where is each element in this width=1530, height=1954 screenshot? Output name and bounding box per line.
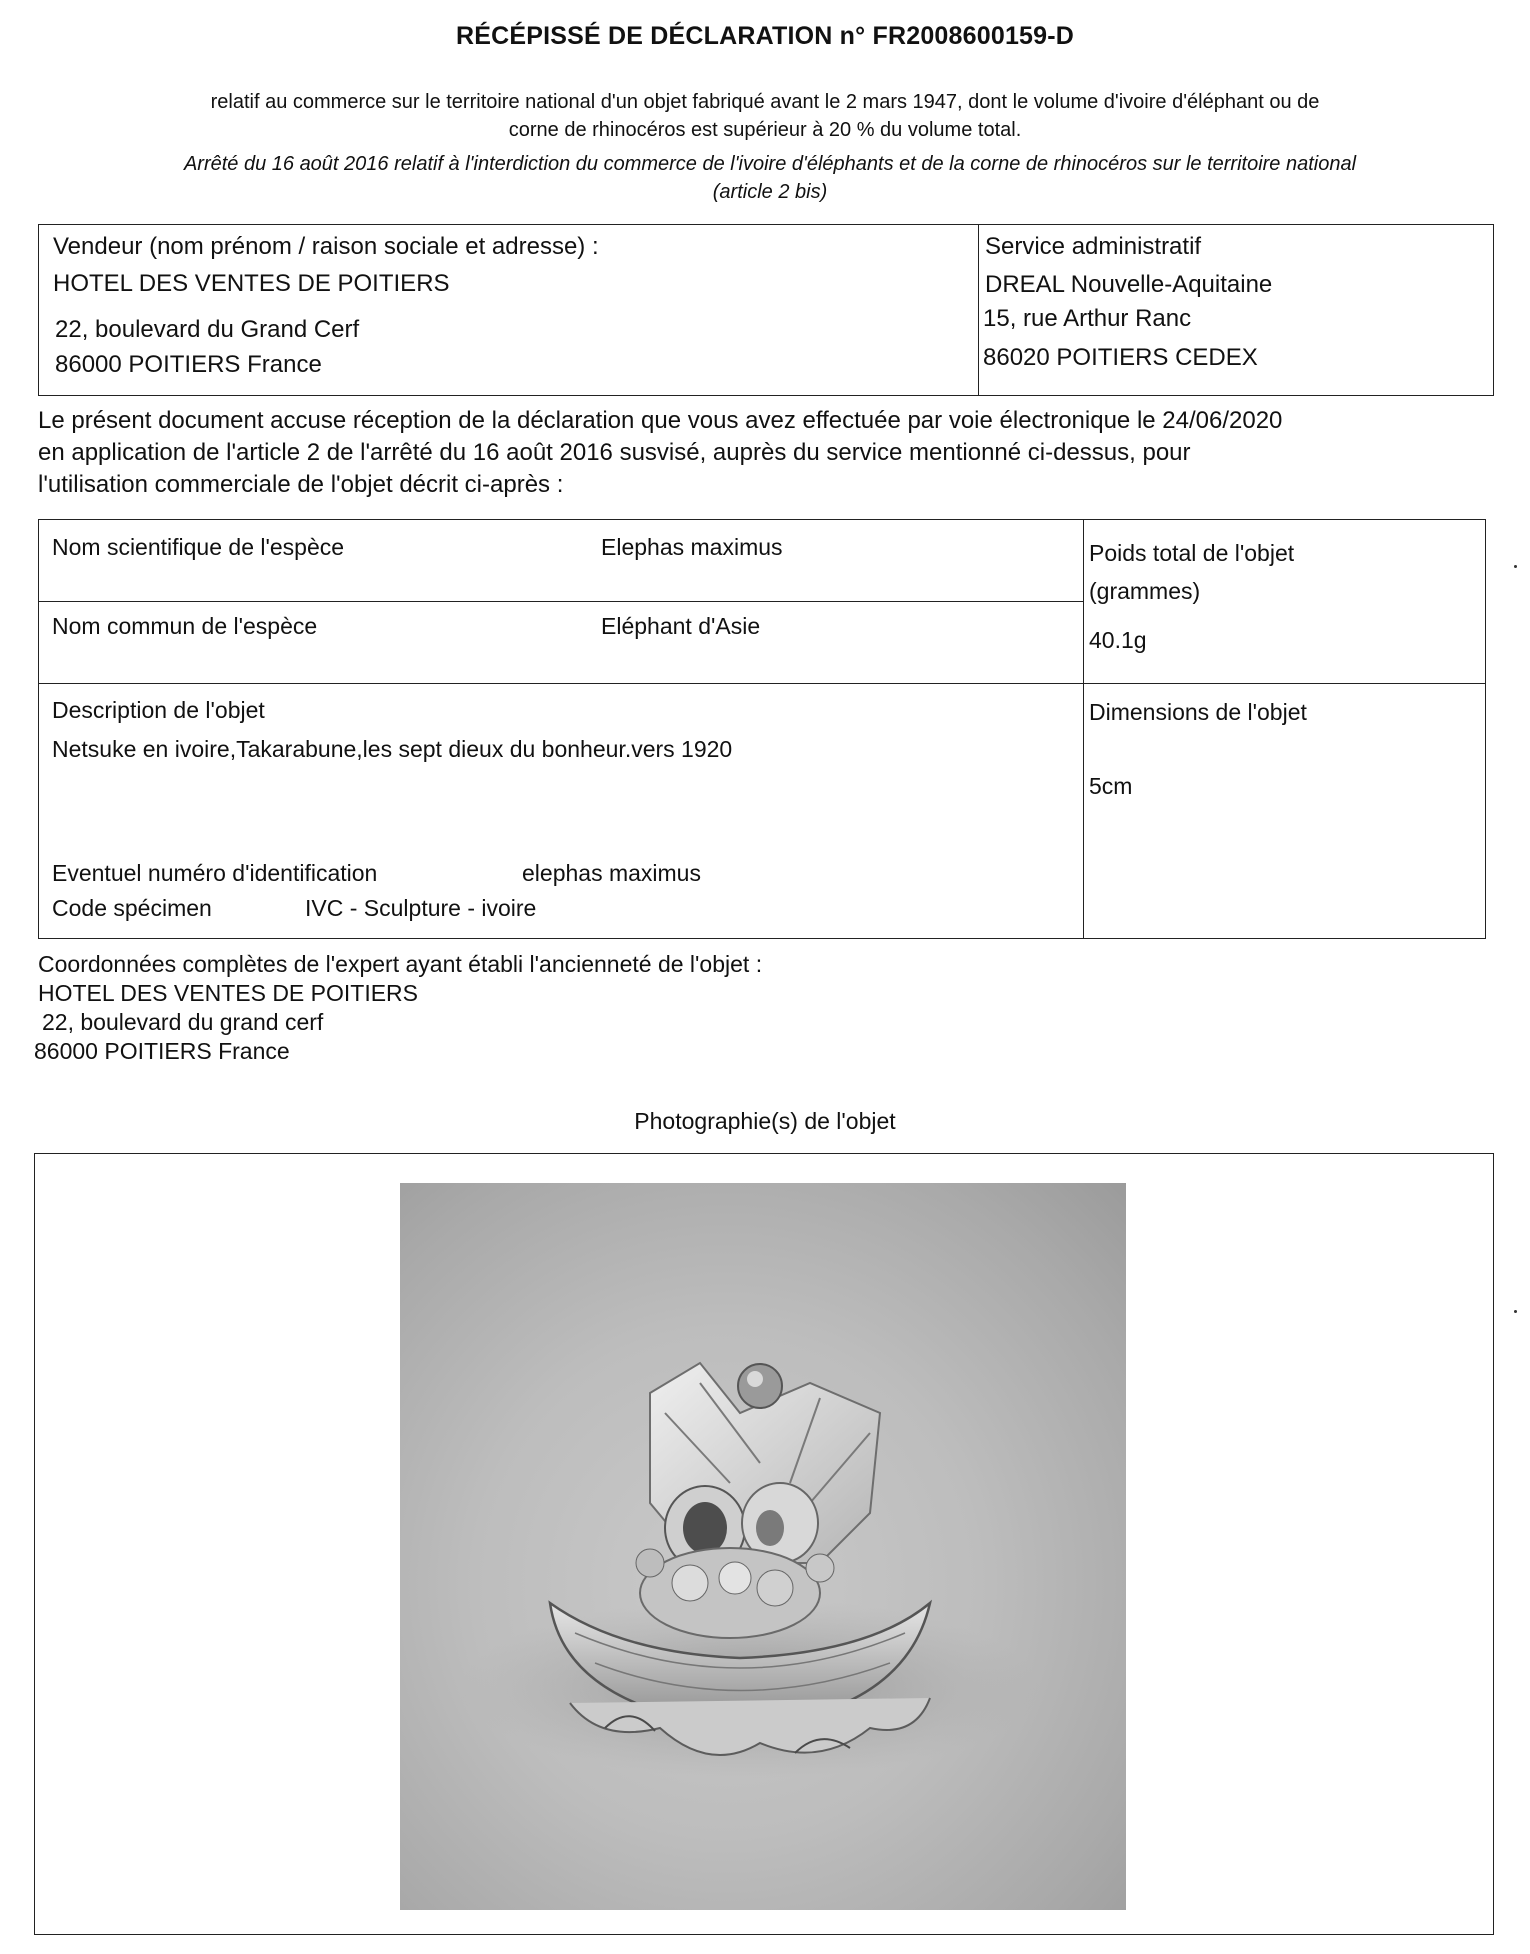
- expert-block: [34, 950, 763, 1066]
- seller-label: Vendeur (nom prénom / raison sociale et adresse) :: [53, 233, 599, 260]
- description-label: Description de l'objet: [52, 697, 265, 723]
- intro-text: [40, 88, 1490, 144]
- acknowledgement-line-2: en application de l'article 2 de l'arrêté du 16 août 2016 susvisé, auprès du service mentionné ci-dessus, pour: [38, 439, 1191, 466]
- description-value: Netsuke en ivoire,Takarabune,les sept dieux du bonheur.vers 1920: [52, 736, 733, 762]
- seller-address-2: 86000 POITIERS France: [55, 351, 322, 378]
- weight-value: 40.1g: [1089, 627, 1147, 653]
- service-address-1: 15, rue Arthur Ranc: [983, 305, 1192, 332]
- service-name: DREAL Nouvelle-Aquitaine: [985, 271, 1273, 298]
- weight-label: [1089, 534, 1294, 610]
- expert-address-1: 22, boulevard du grand cerf: [42, 1009, 324, 1035]
- acknowledgement-line-1: Le présent document accuse réception de la déclaration que vous avez effectuée par voie électronique le 24/06/2020: [38, 407, 1283, 434]
- acknowledgement-line-3: l'utilisation commerciale de l'objet décrit ci-après :: [38, 471, 564, 498]
- identification-label: Eventuel numéro d'identification: [52, 860, 378, 886]
- document-title: RÉCÉPISSÉ DE DÉCLARATION n° FR2008600159-D: [455, 22, 1075, 50]
- seller-name: HOTEL DES VENTES DE POITIERS: [53, 270, 450, 297]
- object-table-column-divider: [1083, 519, 1084, 939]
- scan-speck: [1514, 565, 1517, 568]
- species-row-divider: [38, 601, 1083, 602]
- expert-address-2: 86000 POITIERS France: [34, 1038, 290, 1064]
- common-name-label: Nom commun de l'espèce: [52, 613, 318, 639]
- scientific-name-value: Elephas maximus: [601, 534, 783, 560]
- specimen-code-value: IVC - Sculpture - ivoire: [305, 895, 537, 921]
- weight-label-line-1: Poids total de l'objet: [1089, 540, 1295, 566]
- intro-line-1: relatif au commerce sur le territoire national d'un objet fabriqué avant le 2 mars 1947, dont le volume d'ivoire d'éléphant ou de: [210, 91, 1320, 113]
- netsuke-photo-illustration: [400, 1183, 1126, 1910]
- common-name-value: Eléphant d'Asie: [601, 613, 761, 639]
- scientific-name-label: Nom scientifique de l'espèce: [52, 534, 345, 560]
- dimensions-label: Dimensions de l'objet: [1089, 699, 1307, 725]
- photo-section-title: Photographie(s) de l'objet: [634, 1108, 896, 1134]
- identification-value: elephas maximus: [522, 860, 701, 886]
- expert-name: HOTEL DES VENTES DE POITIERS: [38, 980, 419, 1006]
- decree-reference: [30, 150, 1510, 206]
- acknowledgement-text: [38, 405, 1282, 501]
- service-label: Service administratif: [985, 233, 1202, 260]
- seller-address-1: 22, boulevard du Grand Cerf: [55, 316, 360, 343]
- specimen-code-label: Code spécimen: [52, 895, 212, 921]
- species-section-bottom: [38, 683, 1486, 684]
- expert-label: Coordonnées complètes de l'expert ayant établi l'ancienneté de l'objet :: [38, 951, 763, 977]
- decree-line-1: Arrêté du 16 août 2016 relatif à l'interdiction du commerce de l'ivoire d'éléphants et de la corne de rhinocéros sur le territoire national: [183, 153, 1357, 175]
- service-address-2: 86020 POITIERS CEDEX: [983, 344, 1258, 371]
- parties-divider: [978, 224, 979, 396]
- scan-speck: [1514, 1310, 1517, 1313]
- intro-line-2: corne de rhinocéros est supérieur à 20 % du volume total.: [508, 119, 1022, 141]
- object-photo: [400, 1183, 1126, 1910]
- dimensions-value: 5cm: [1089, 773, 1133, 799]
- weight-label-line-2: (grammes): [1089, 578, 1201, 604]
- decree-line-2: (article 2 bis): [712, 181, 828, 203]
